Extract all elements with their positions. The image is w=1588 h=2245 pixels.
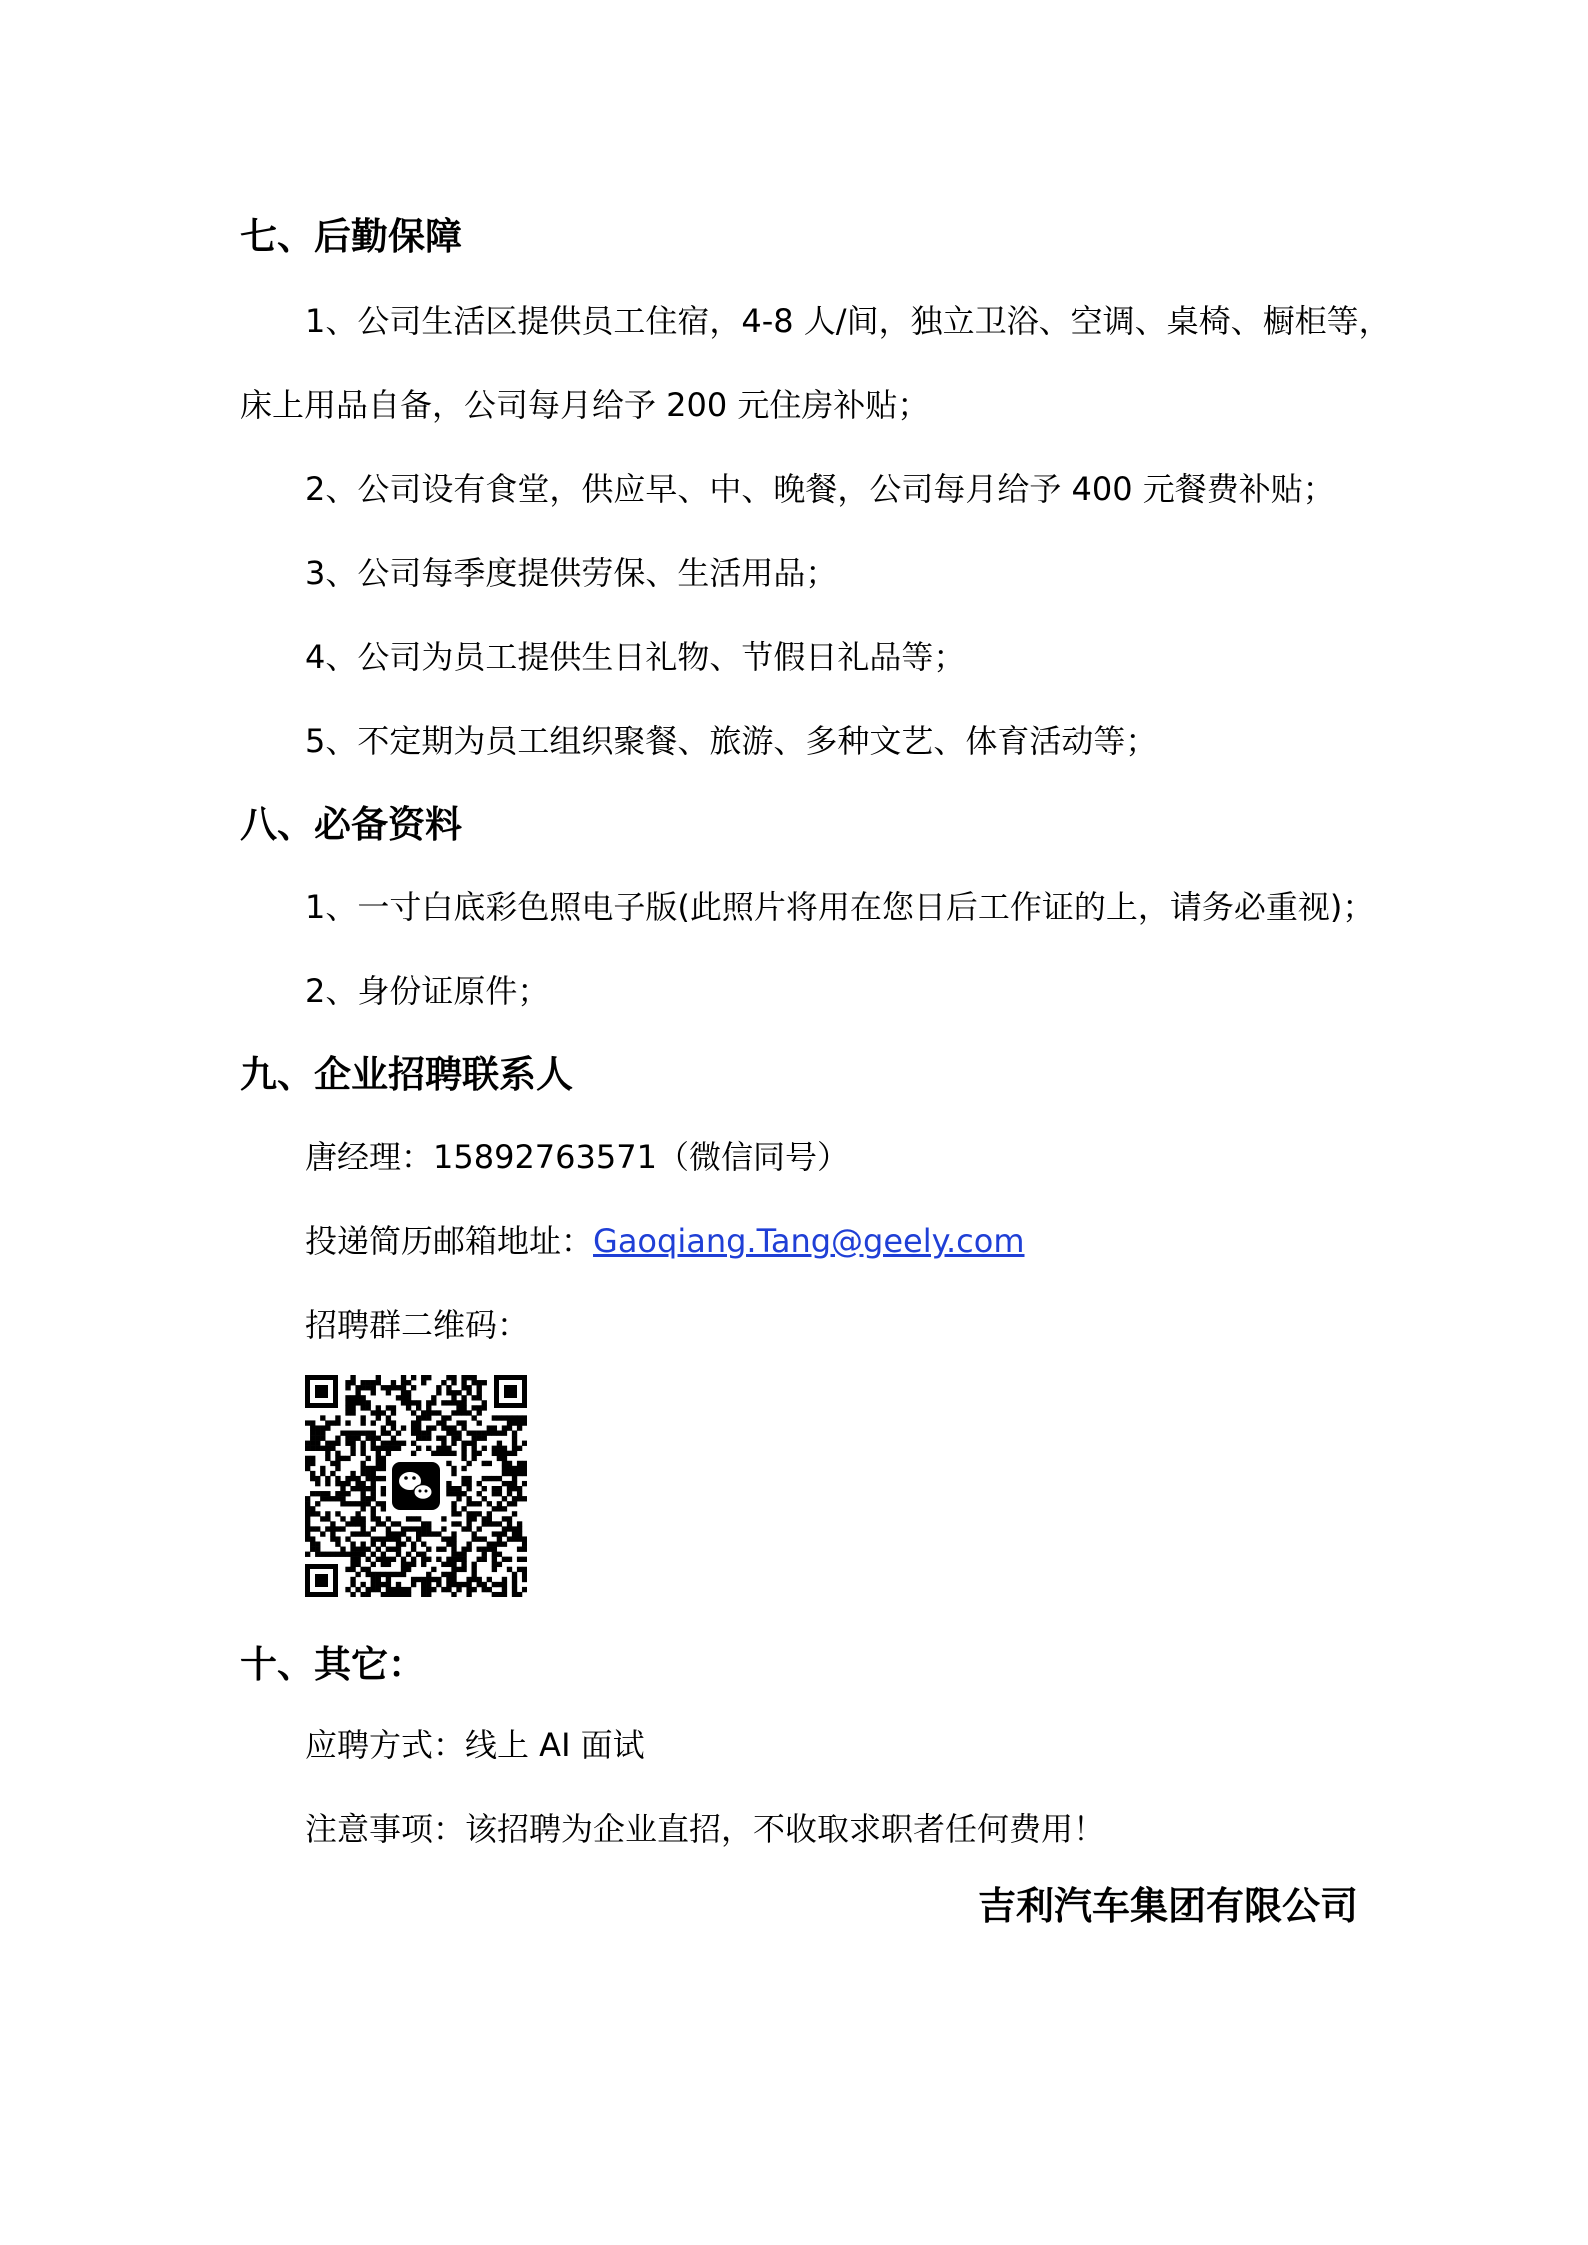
section7-item4: 4、公司为员工提供生日礼物、节假日礼品等； <box>305 638 966 676</box>
qr-finder-top-left <box>305 1375 338 1408</box>
section7-item1-line2: 床上用品自备，公司每月给予 200 元住房补贴； <box>240 386 930 424</box>
contact-line: 唐经理：15892763571（微信同号） <box>305 1138 849 1176</box>
email-link[interactable]: Gaoqiang.Tang@geely.com <box>593 1222 1025 1260</box>
section7-heading: 七、后勤保障 <box>240 215 462 258</box>
section7-item2: 2、公司设有食堂，供应早、中、晚餐，公司每月给予 400 元餐费补贴； <box>305 470 1335 508</box>
section7-item1-line1: 1、公司生活区提供员工住宿，4-8 人/间，独立卫浴、空调、桌椅、橱柜等， <box>305 302 1391 340</box>
section8-heading: 八、必备资料 <box>240 803 462 846</box>
section9-heading: 九、企业招聘联系人 <box>240 1053 573 1096</box>
section8-item2: 2、身份证原件； <box>305 972 550 1010</box>
apply-method: 应聘方式：线上 AI 面试 <box>305 1726 645 1764</box>
notice-line: 注意事项：该招聘为企业直招，不收取求职者任何费用！ <box>305 1810 1106 1848</box>
qr-code <box>305 1375 527 1597</box>
qr-label: 招聘群二维码： <box>305 1306 530 1344</box>
email-label: 投递简历邮箱地址： <box>305 1222 594 1260</box>
qr-finder-top-right <box>494 1375 527 1408</box>
company-signature: 吉利汽车集团有限公司 <box>977 1884 1358 1928</box>
section8-item1: 1、一寸白底彩色照电子版(此照片将用在您日后工作证的上，请务必重视)； <box>305 888 1375 926</box>
wechat-icon <box>388 1458 444 1514</box>
section10-heading: 十、其它： <box>240 1643 425 1686</box>
qr-finder-bottom-left <box>305 1564 338 1597</box>
section7-item3: 3、公司每季度提供劳保、生活用品； <box>305 554 838 592</box>
section7-item5: 5、不定期为员工组织聚餐、旅游、多种文艺、体育活动等； <box>305 722 1158 760</box>
email-line <box>305 1218 1025 1264</box>
